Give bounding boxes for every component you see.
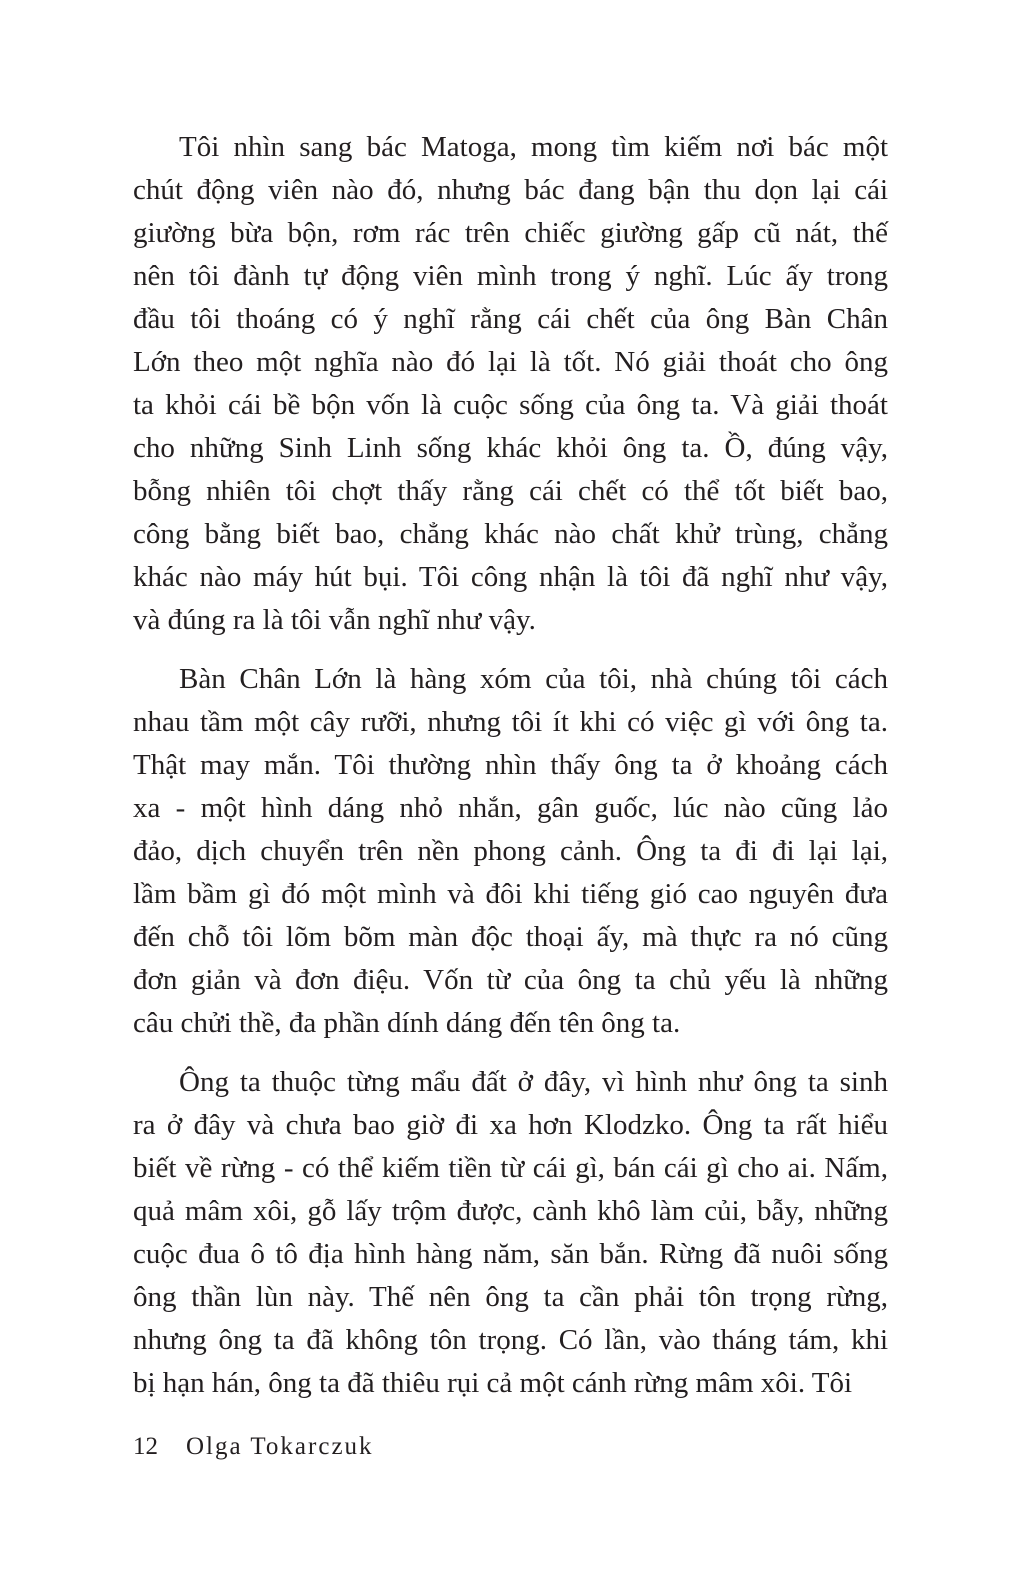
text-line: đơn giản và đơn điệu. Vốn từ của ông ta chủ yếu là những bbox=[133, 964, 888, 996]
text-line: cho những Sinh Linh sống khác khỏi ông ta. Ồ, đúng vậy, bbox=[133, 432, 888, 464]
text-line: ra ở đây và chưa bao giờ đi xa hơn Klodzko. Ông ta rất hiểu bbox=[133, 1109, 888, 1141]
running-author: Olga Tokarczuk bbox=[186, 1433, 374, 1460]
text-line: giường bừa bộn, rơm rác trên chiếc giường gấp cũ nát, thế bbox=[133, 217, 888, 249]
paragraph-3 bbox=[133, 1061, 888, 1405]
text-line: bỗng nhiên tôi chợt thấy rằng cái chết có thể tốt biết bao, bbox=[133, 475, 888, 507]
text-line: Lớn theo một nghĩa nào đó lại là tốt. Nó giải thoát cho ông bbox=[133, 346, 888, 378]
text-line: Bàn Chân Lớn là hàng xóm của tôi, nhà chúng tôi cách bbox=[179, 663, 888, 695]
text-line: câu chửi thề, đa phần dính dáng đến tên ông ta. bbox=[133, 1007, 681, 1039]
text-line: biết về rừng - có thể kiếm tiền từ cái gì, bán cái gì cho ai. Nấm, bbox=[133, 1152, 888, 1184]
page-number: 12 bbox=[133, 1433, 158, 1460]
body-text bbox=[133, 126, 888, 1421]
text-line: Ông ta thuộc từng mẩu đất ở đây, vì hình như ông ta sinh bbox=[179, 1066, 888, 1098]
text-line: Tôi nhìn sang bác Matoga, mong tìm kiếm nơi bác một bbox=[179, 131, 888, 163]
text-line: lầm bầm gì đó một mình và đôi khi tiếng gió cao nguyên đưa bbox=[133, 878, 888, 910]
text-line: ông thần lùn này. Thế nên ông ta cần phải tôn trọng rừng, bbox=[133, 1281, 888, 1313]
text-line: và đúng ra là tôi vẫn nghĩ như vậy. bbox=[133, 604, 536, 636]
text-line: cuộc đua ô tô địa hình hàng năm, săn bắn. Rừng đã nuôi sống bbox=[133, 1238, 888, 1270]
text-line: chút động viên nào đó, nhưng bác đang bận thu dọn lại cái bbox=[133, 174, 888, 206]
text-line: đầu tôi thoáng có ý nghĩ rằng cái chết của ông Bàn Chân bbox=[133, 303, 888, 335]
text-line: đến chỗ tôi lõm bõm màn độc thoại ấy, mà thực ra nó cũng bbox=[133, 921, 888, 953]
text-line: xa - một hình dáng nhỏ nhắn, gân guốc, lúc nào cũng lảo bbox=[133, 792, 888, 824]
text-line: nhưng ông ta đã không tôn trọng. Có lần, vào tháng tám, khi bbox=[133, 1324, 888, 1356]
text-line: ta khỏi cái bề bộn vốn là cuộc sống của ông ta. Và giải thoát bbox=[133, 389, 888, 421]
paragraph-2 bbox=[133, 658, 888, 1045]
text-line: bị hạn hán, ông ta đã thiêu rụi cả một cánh rừng mâm xôi. Tôi bbox=[133, 1367, 853, 1399]
text-line: nhau tầm một cây rưỡi, nhưng tôi ít khi có việc gì với ông ta. bbox=[133, 706, 888, 738]
page-footer bbox=[133, 1427, 374, 1467]
text-line: quả mâm xôi, gỗ lấy trộm được, cành khô làm củi, bẫy, những bbox=[133, 1195, 888, 1227]
text-line: nên tôi đành tự động viên mình trong ý nghĩ. Lúc ấy trong bbox=[133, 260, 888, 292]
text-line: khác nào máy hút bụi. Tôi công nhận là tôi đã nghĩ như vậy, bbox=[133, 561, 888, 593]
text-line: công bằng biết bao, chẳng khác nào chất khử trùng, chẳng bbox=[133, 518, 888, 550]
text-line: đảo, dịch chuyển trên nền phong cảnh. Ông ta đi đi lại lại, bbox=[133, 835, 888, 867]
paragraph-1 bbox=[133, 126, 888, 642]
text-line: Thật may mắn. Tôi thường nhìn thấy ông ta ở khoảng cách bbox=[133, 749, 888, 781]
